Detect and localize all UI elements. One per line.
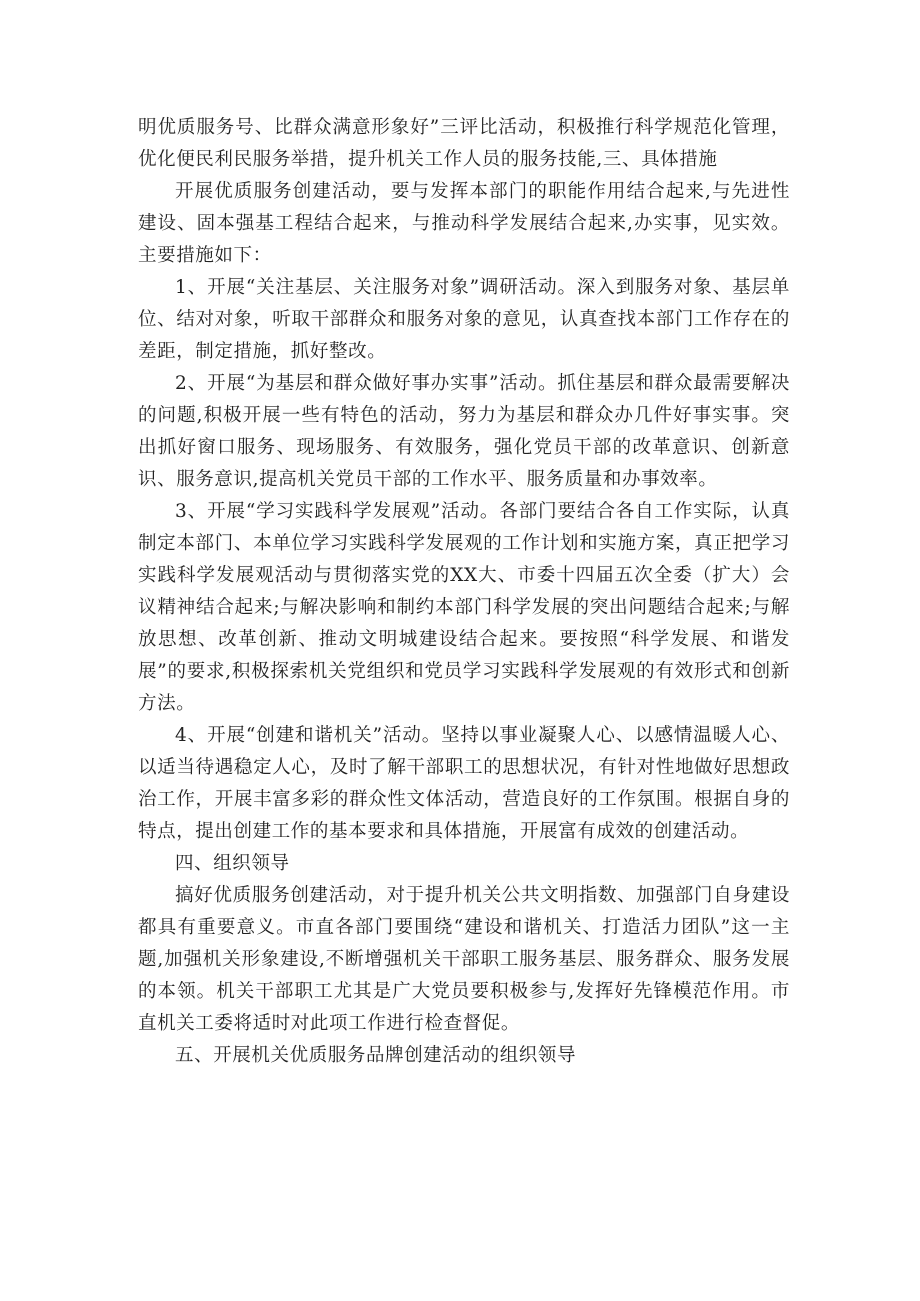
paragraph-continuation: 明优质服务号、比群众满意形象好”三评比活动，积极推行科学规范化管理，优化便民利民服务举措，提升机关工作人员的服务技能,三、具体措施	[138, 117, 790, 170]
section-heading-brand-leadership: 五、开展机关优质服务品牌创建活动的组织领导	[175, 1045, 577, 1066]
document-body	[138, 112, 790, 1072]
paragraph-measure-2: 2、开展“为基层和群众做好事办实事”活动。抓住基层和群众最需要解决的问题,积极开展一些有特色的活动，努力为基层和群众办几件好事实事。突出抓好窗口服务、现场服务、有效服务，强化党员干部的改革意识、创新意识、服务意识,提高机关党员干部的工作水平、服务质量和办事效率。	[138, 373, 790, 490]
paragraph-intro-measures: 开展优质服务创建活动，要与发挥本部门的职能作用结合起来,与先进性建设、固本强基工程结合起来，与推动科学发展结合起来,办实事，见实效。主要措施如下：	[138, 181, 790, 266]
paragraph-measure-1: 1、开展“关注基层、关注服务对象”调研活动。深入到服务对象、基层单位、结对对象，听取干部群众和服务对象的意见，认真查找本部门工作存在的差距，制定措施，抓好整改。	[138, 277, 790, 362]
paragraph-measure-3: 3、开展“学习实践科学发展观”活动。各部门要结合各自工作实际，认真制定本部门、本单位学习实践科学发展观的工作计划和实施方案，真正把学习实践科学发展观活动与贯彻落实党的XX大、市委十四届五次全委（扩大）会议精神结合起来;与解决影响和制约本部门科学发展的突出问题结合起来;与解放思想、改革创新、推动文明城建设结合起来。要按照“科学发展、和谐发展”的要求,积极探索机关党组织和党员学习实践科学发展观的有效形式和创新方法。	[138, 501, 790, 714]
paragraph-measure-4: 4、开展“创建和谐机关”活动。坚持以事业凝聚人心、以感情温暖人心、以适当待遇稳定人心，及时了解干部职工的思想状况，有针对性地做好思想政治工作，开展丰富多彩的群众性文体活动，营造良好的工作氛围。根据自身的特点，提出创建工作的基本要求和具体措施，开展富有成效的创建活动。	[138, 725, 790, 842]
section-heading-organization: 四、组织领导	[175, 853, 290, 874]
paragraph-organization: 搞好优质服务创建活动，对于提升机关公共文明指数、加强部门自身建设都具有重要意义。市直各部门要围绕“建设和谐机关、打造活力团队”这一主题,加强机关形象建设,不断增强机关干部职工服务基层、服务群众、服务发展的本领。机关干部职工尤其是广大党员要积极参与,发挥好先锋模范作用。市直机关工委将适时对此项工作进行检查督促。	[138, 885, 790, 1034]
